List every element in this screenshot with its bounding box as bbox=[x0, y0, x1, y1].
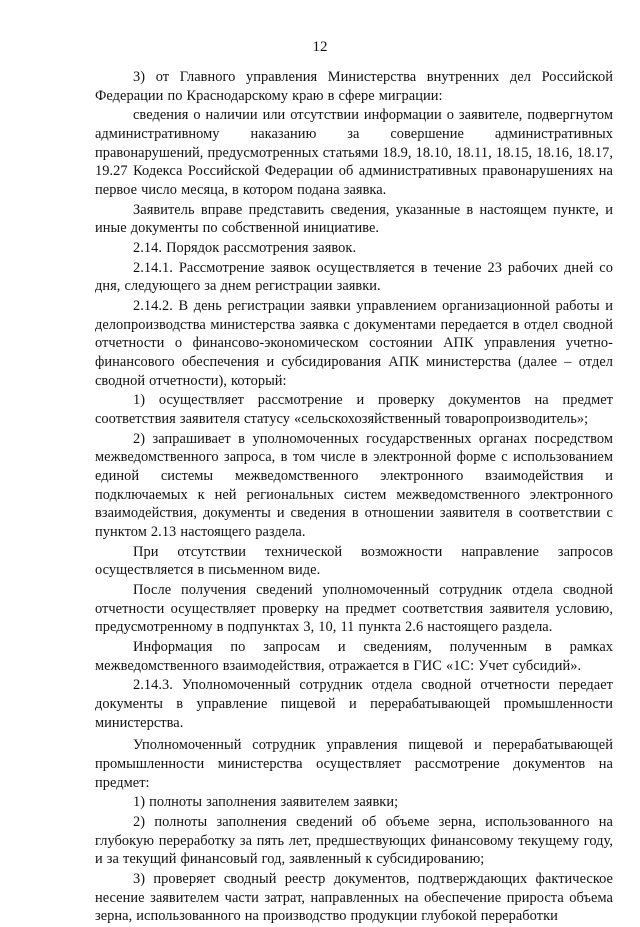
paragraph-written-requests: При отсутствии технической возможности направление запросов осуществляется в письменном виде. bbox=[95, 543, 613, 579]
paragraph-item-1: 1) полноты заполнения заявителем заявки; bbox=[133, 794, 399, 811]
paragraph-mvd-info: сведения о наличии или отсутствии информации о заявителе, подвергнутом административному наказанию за совершение административных правонарушений, предусмотренных статьями 18.9, 18.10, 18.11, 18.15, 18.16, 18.17, 19.27 Кодекса Российской Федерации об административных правонарушениях на первое число месяца, в котором подана заявка. bbox=[95, 107, 613, 199]
paragraph-check-status: 1) осуществляет рассмотрение и проверку документов на предмет соответствия заявителя статусу «сельскохозяйственный товаропроизводитель»; bbox=[95, 392, 613, 427]
paragraph-item-3: 3) проверяет сводный реестр документов, подтверждающих фактическое несение заявителем части затрат, направленных на обеспечение прироста объема зерна, использованного на производство продукции глубокой переработки bbox=[95, 871, 613, 925]
document-body bbox=[95, 68, 613, 927]
paragraph-applicant-right: Заявитель вправе представить сведения, указанные в настоящем пункте, и иные документы по собственной инициативе. bbox=[95, 201, 613, 237]
page-number: 12 bbox=[312, 39, 328, 55]
paragraph-2-14-2: 2.14.2. В день регистрации заявки управлением организационной работы и делопроизводства министерства заявка с документами передается в отдел сводной отчетности о финансово-экономическом состоянии АПК управления учетно-финансового обеспечения и субсидирования АПК министерства (далее – отдел сводной отчетности), который: bbox=[95, 297, 613, 389]
paragraph-mvd-source: 3) от Главного управления Министерства внутренних дел Российской Федерации по Краснодарскому краю в сфере миграции: bbox=[95, 69, 613, 104]
paragraph-2-14-3: 2.14.3. Уполномоченный сотрудник отдела сводной отчетности передает документы в управление пищевой и перерабатывающей промышленности министерства. bbox=[95, 677, 613, 731]
paragraph-review-subject: Уполномоченный сотрудник управления пищевой и перерабатывающей промышленности министерства осуществляет рассмотрение документов на предмет: bbox=[95, 737, 613, 791]
paragraph-2-14-1: 2.14.1. Рассмотрение заявок осуществляется в течение 23 рабочих дней со дня, следующего за днем регистрации заявки. bbox=[95, 259, 613, 295]
paragraph-2-14-heading: 2.14. Порядок рассмотрения заявок. bbox=[133, 240, 357, 256]
paragraph-gis-info: Информация по запросам и сведениям, полученным в рамках межведомственного взаимодействия, отражается в ГИС «1С: Учет субсидий». bbox=[95, 639, 613, 674]
paragraph-after-receipt: После получения сведений уполномоченный сотрудник отдела сводной отчетности осуществляет проверку на предмет соответствия заявителя условию, предусмотренному в подпунктах 3, 10, 11 пункта 2.6 настоящего раздела. bbox=[95, 582, 613, 636]
paragraph-item-2: 2) полноты заполнения сведений об объеме зерна, использованного на глубокую переработку за пять лет, предшествующих финансовому текущему году, и за текущий финансовый год, заявленный к субсидированию; bbox=[95, 814, 613, 868]
paragraph-interagency-request: 2) запрашивает в уполномоченных государственных органах посредством межведомственного запроса, в том числе в электронной форме с использованием единой системы межведомственного электронного взаимодействия и подключаемых к ней региональных систем межведомственного электронного взаимодействия, документы и сведения в отношении заявителя в соответствии с пунктом 2.13 настоящего раздела. bbox=[95, 430, 613, 541]
